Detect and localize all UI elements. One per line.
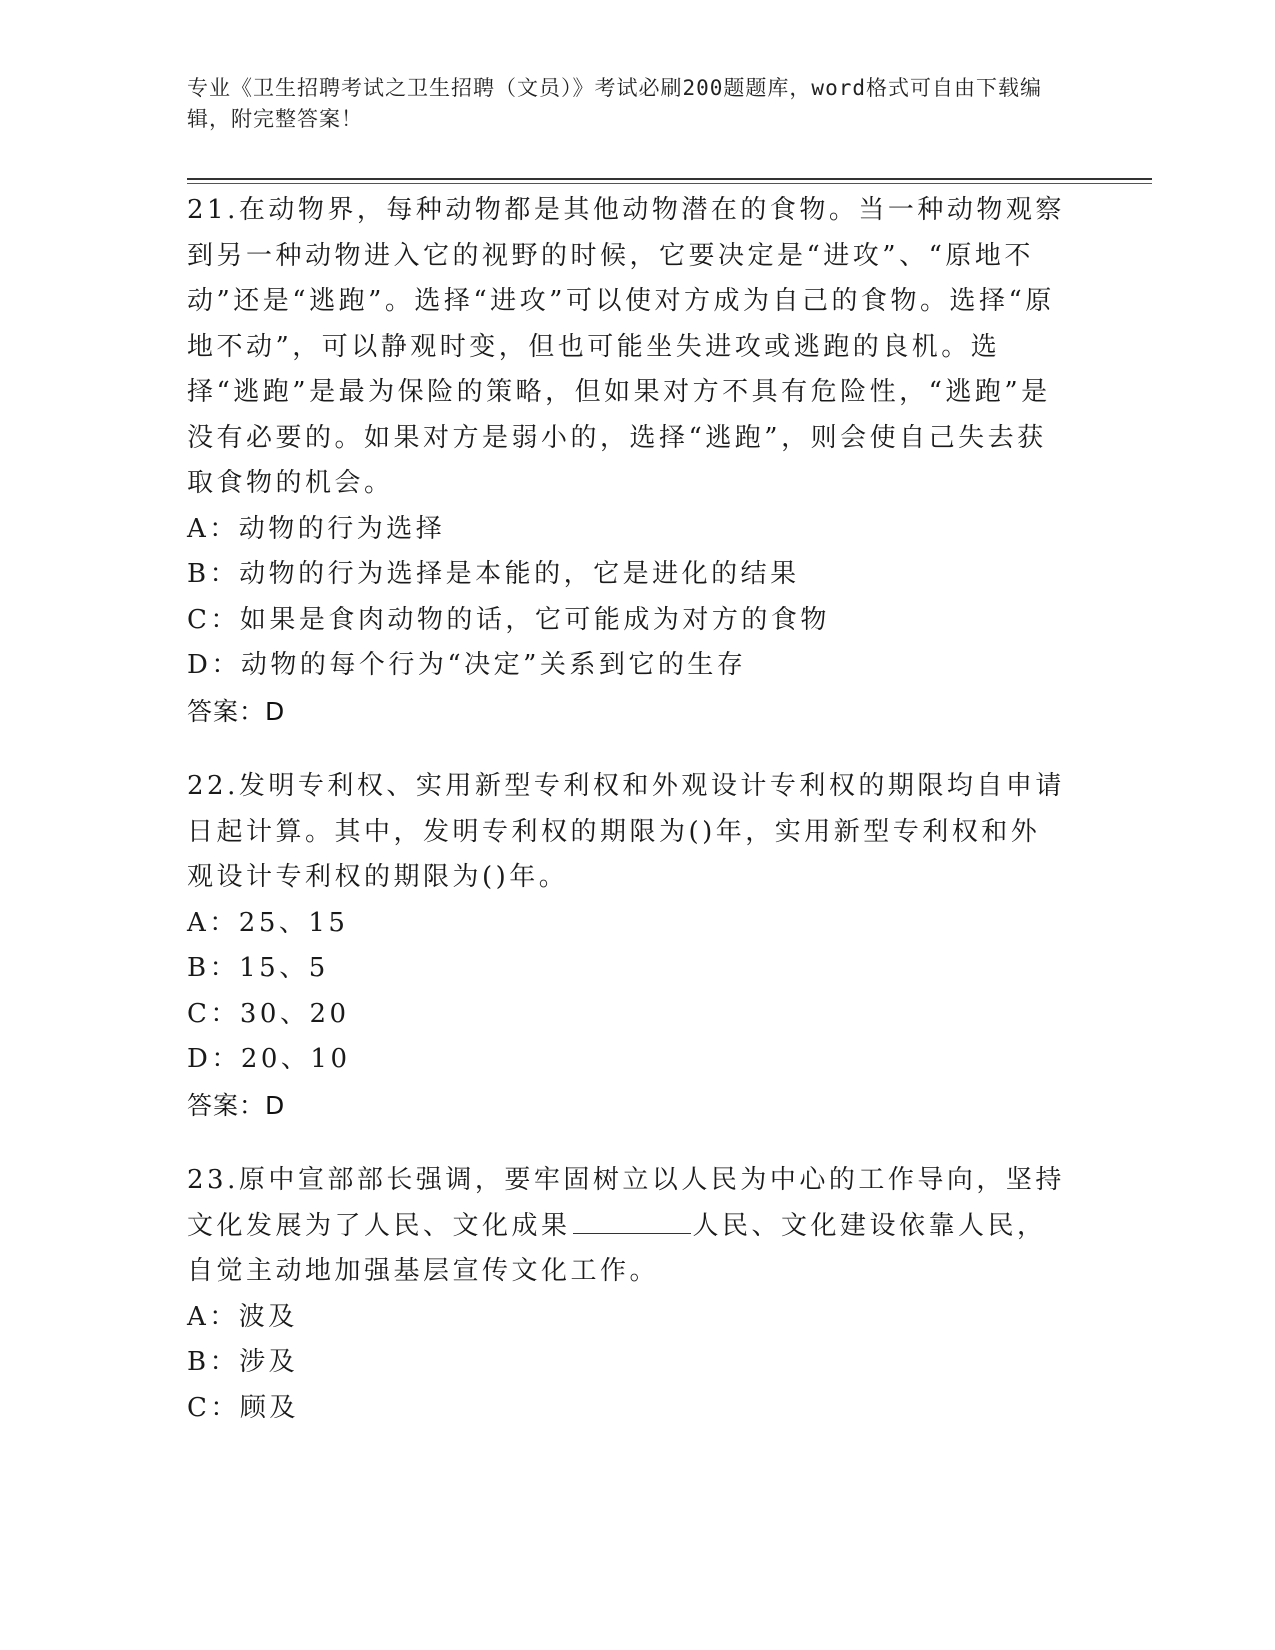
option-b: B：涉及	[187, 1347, 299, 1377]
question-text-after-blank: 人民、文化建设依靠人民，自觉主动地加强基层宣传文化工作。	[187, 1210, 1047, 1286]
question-23	[187, 1158, 1067, 1431]
header-divider-thin	[187, 183, 1152, 184]
question-22	[187, 764, 1067, 1128]
option-c: C：顾及	[187, 1392, 299, 1423]
document-header: 专业《卫生招聘考试之卫生招聘（文员）》考试必刷200题题库，word格式可自由下载编辑，附完整答案！	[187, 76, 1042, 131]
option-b: B：15、5	[187, 953, 329, 983]
question-text	[187, 1158, 1067, 1295]
option-b: B：动物的行为选择是本能的，它是进化的结果	[187, 559, 800, 589]
answer: 答案：D	[187, 1090, 286, 1120]
option-c: C：30、20	[187, 998, 350, 1029]
option-d: D：20、10	[187, 1044, 351, 1074]
question-text: 22.发明专利权、实用新型专利权和外观设计专利权的期限均自申请日起计算。其中，发明专利权的期限为()年，实用新型专利权和外观设计专利权的期限为()年。	[187, 771, 1065, 892]
fill-in-blank	[573, 1209, 691, 1234]
question-text: 21.在动物界，每种动物都是其他动物潜在的食物。当一种动物观察到另一种动物进入它的视野的时候，它要决定是“进攻”、“原地不动”还是“逃跑”。选择“进攻”可以使对方成为自己的食物。选择“原地不动”，可以静观时变，但也可能坐失进攻或逃跑的良机。选择“逃跑”是最为保险的策略，但如果对方不具有危险性，“逃跑”是没有必要的。如果对方是弱小的，选择“逃跑”，则会使自己失去获取食物的机会。	[187, 195, 1065, 498]
question-text-before-blank: 23.原中宣部部长强调，要牢固树立以人民为中心的工作导向，坚持文化发展为了人民、文化成果	[187, 1165, 1065, 1241]
option-a: A：动物的行为选择	[187, 513, 446, 544]
option-a: A：波及	[187, 1301, 298, 1332]
answer: 答案：D	[187, 696, 286, 726]
question-21	[187, 188, 1067, 734]
option-c: C：如果是食肉动物的话，它可能成为对方的食物	[187, 604, 830, 635]
option-a: A：25、15	[187, 907, 349, 938]
question-list	[187, 188, 1067, 1461]
option-d: D：动物的每个行为“决定”关系到它的生存	[187, 650, 747, 680]
header-divider-thick	[187, 178, 1152, 180]
